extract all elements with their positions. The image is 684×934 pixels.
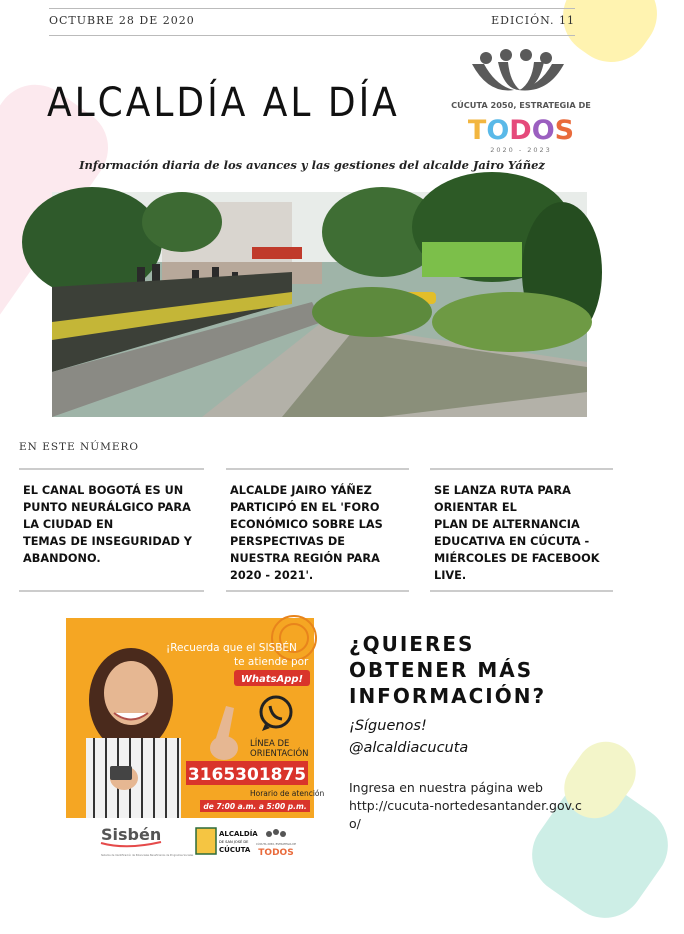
todos-caption: CÚCUTA 2050, ESTRATEGIA DE [255, 843, 297, 846]
header-top-rule [49, 8, 575, 9]
alcaldia-1: ALCALDÍA [219, 830, 258, 838]
ad-horario: Horario de atención [250, 789, 325, 798]
sisben-whatsapp-ad [66, 618, 325, 818]
logo-letter: D [509, 115, 532, 146]
cucuta-2050-logo [451, 46, 591, 156]
hero-photo-canal [52, 192, 587, 417]
logo-years: 2020 - 2023 [490, 146, 552, 154]
header-bottom-rule [49, 35, 575, 36]
story-foro-economico[interactable]: ALCALDE JAIRO YÁÑEZ PARTICIPÓ EN EL 'FORO ECONÓMICO SOBRE LAS PERSPECTIVAS DE NUESTRA REGIÓN PARA 2020 - 2021'. [226, 468, 409, 592]
cta-heading: ¿QUIERES OBTENER MÁS INFORMACIÓN? [349, 632, 547, 708]
ad-whatsapp: WhatsApp! [240, 674, 304, 685]
alcaldia-3: CÚCUTA [219, 846, 251, 854]
header-bar [49, 14, 575, 27]
social-handle[interactable]: @alcaldiacucuta [349, 740, 469, 756]
sisben-logo: Sisbén [101, 825, 162, 844]
sisben-caption: Sistema de Identificación de Potenciales Beneficiarios de Programas Sociales [101, 854, 194, 857]
ad-hours: de 7:00 a.m. a 5:00 p.m. [203, 802, 307, 811]
ad-logos-strip [66, 818, 314, 864]
cta-follow [349, 715, 468, 759]
logo-tagline: CÚCUTA 2050, ESTRATEGIA DE [451, 100, 591, 110]
newsletter-subtitle: Información diaria de los avances y las gestiones del alcalde Jairo Yáñez [79, 158, 545, 172]
story-canal-bogota[interactable]: EL CANAL BOGOTÁ ES UN PUNTO NEURÁLGICO PARA LA CIUDAD EN TEMAS DE INSEGURIDAD Y ABANDONO. [19, 468, 204, 592]
logo-letter: O [486, 115, 510, 146]
ad-linea-2: ORIENTACIÓN [250, 749, 309, 759]
cta-web [349, 779, 589, 833]
in-this-issue-label: EN ESTE NÚMERO [19, 441, 140, 453]
ad-phone: 3165301875 [187, 765, 307, 785]
svg-text:TODOS [468, 115, 574, 146]
logo-letter: S [554, 115, 575, 146]
newsletter-title: ALCALDÍA AL DÍA [47, 80, 400, 126]
ad-linea-1: LÍNEA DE [250, 739, 290, 749]
people-icon [451, 46, 591, 156]
todos-small: TODOS [258, 848, 294, 858]
ad-line-2: te atiende por [234, 656, 309, 668]
edition-number: EDICIÓN. 11 [491, 14, 575, 27]
web-invite-text: Ingresa en nuestra página web [349, 780, 543, 795]
website-link[interactable]: http://cucuta-nortedesantander.gov.co/ [349, 798, 582, 831]
alcaldia-2: DE SAN JOSÉ DE [219, 840, 249, 844]
follow-us-text: ¡Síguenos! [349, 718, 427, 734]
ad-line-1: ¡Recuerda que el SISBÉN [166, 642, 297, 654]
story-plan-alternancia[interactable]: SE LANZA RUTA PARA ORIENTAR EL PLAN DE ALTERNANCIA EDUCATIVA EN CÚCUTA - MIÉRCOLES DE FACEBOOK LIVE. [430, 468, 613, 592]
logo-letter: O [531, 115, 555, 146]
logo-letter: T [467, 115, 487, 146]
issue-date: OCTUBRE 28 DE 2020 [49, 14, 195, 27]
